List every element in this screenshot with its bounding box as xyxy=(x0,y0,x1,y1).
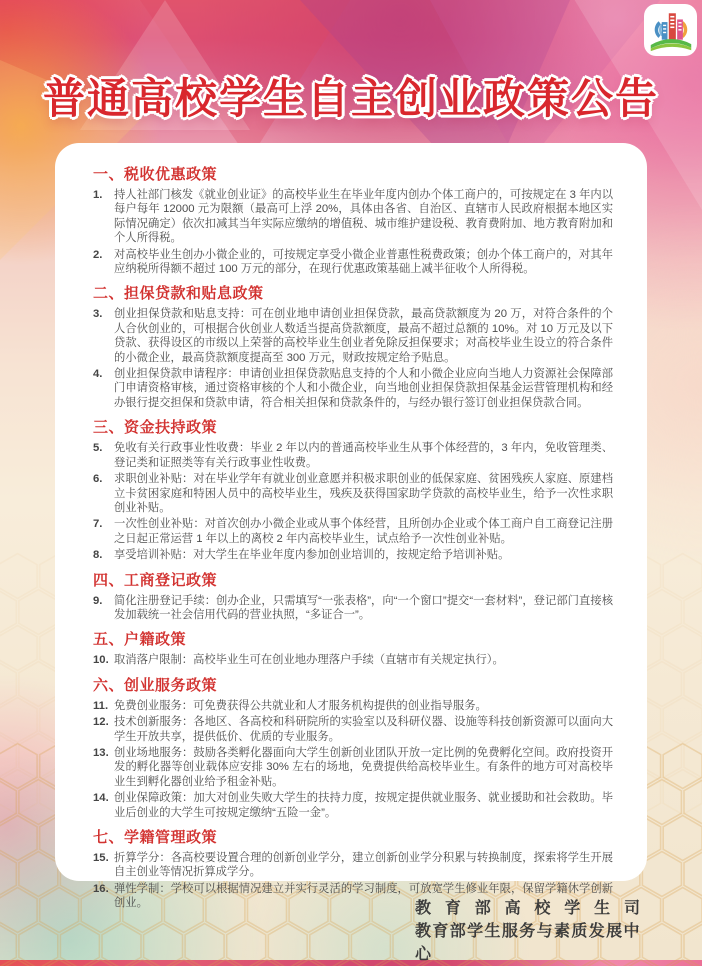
item-number: 9. xyxy=(93,594,110,623)
policy-item xyxy=(93,307,613,365)
policy-item-list xyxy=(93,653,613,667)
logo-badge xyxy=(644,4,697,56)
policy-item-list xyxy=(93,594,613,623)
policy-item xyxy=(93,594,613,623)
item-text: 技术创新服务：各地区、各高校和科研院所的实验室以及科研仪器、设施等科技创新资源可以面向大学生开放共享，提供低价、优质的专业服务。 xyxy=(114,715,613,744)
policy-section xyxy=(93,418,613,562)
footer-issuer-line2: 教育部学生服务与素质发展中心 xyxy=(415,920,640,966)
item-text: 创业保障政策：加大对创业失败大学生的扶持力度，按规定提供就业服务、就业援助和社会救助。毕业后创业的大学生可按规定缴纳“五险一金”。 xyxy=(114,791,613,820)
policy-section xyxy=(93,571,613,623)
item-text: 持人社部门核发《就业创业证》的高校毕业生在毕业年度内创办个体工商户的，可按规定在 3 年内以每户每年 12000 元为限额（最高可上浮 20%，具体由各省、自治区、直辖市人民政府根据本地区实际情况确定）依次扣减其当年实际应缴纳的增值税、城市维护建设税、教育费附加、地方教育附加和个人所得税。 xyxy=(114,188,613,246)
policy-section xyxy=(93,165,613,276)
item-text: 求职创业补贴：对在毕业学年有就业创业意愿并积极求职创业的低保家庭、贫困残疾人家庭、原建档立卡贫困家庭和特困人员中的高校毕业生，残疾及获得国家助学贷款的高校毕业生，给予一次性求职创业补贴。 xyxy=(114,472,613,515)
poster-title: 普通高校学生自主创业政策公告 xyxy=(0,66,702,126)
policy-item xyxy=(93,188,613,246)
item-number: 16. xyxy=(93,882,110,911)
item-number: 14. xyxy=(93,791,110,820)
policy-item xyxy=(93,441,613,470)
item-number: 5. xyxy=(93,441,110,470)
policy-item-list xyxy=(93,307,613,410)
item-text: 对高校毕业生创办小微企业的，可按规定享受小微企业普惠性税费政策；创办个体工商户的，对其年应纳税所得额不超过 100 万元的部分，在现行优惠政策基础上减半征收个人所得税。 xyxy=(114,248,613,277)
item-number: 2. xyxy=(93,248,110,277)
item-text: 创业担保贷款和贴息支持：可在创业地申请创业担保贷款，最高贷款额度为 20 万，对符合条件的个人合伙创业的，可根据合伙创业人数适当提高贷款额度，最高不超过总额的 10%。对 10 万元及以下贷款、获得设区的市级以上荣誉的高校毕业生创业者免除反担保要求；对高校毕业生设立的符合条件的小微企业，最高贷款额度提高至 300 万元，财政按规定给予贴息。 xyxy=(114,307,613,365)
section-heading: 六、创业服务政策 xyxy=(93,676,613,695)
policy-item xyxy=(93,715,613,744)
policy-item-list xyxy=(93,441,613,562)
item-text: 一次性创业补贴：对首次创办小微企业或从事个体经营，且所创办企业或个体工商户自工商登记注册之日起正常运营 1 年以上的离校 2 年内高校毕业生，试点给予一次性创业补贴。 xyxy=(114,517,613,546)
policy-item xyxy=(93,699,613,713)
item-number: 1. xyxy=(93,188,110,246)
section-heading: 五、户籍政策 xyxy=(93,630,613,649)
policy-item xyxy=(93,851,613,880)
item-number: 12. xyxy=(93,715,110,744)
policy-section xyxy=(93,676,613,820)
item-text: 弹性学制：学校可以根据情况建立并实行灵活的学习制度，可放宽学生修业年限，保留学籍休学创新创业。 xyxy=(114,882,613,911)
item-number: 10. xyxy=(93,653,110,667)
policy-item xyxy=(93,653,613,667)
item-number: 15. xyxy=(93,851,110,880)
item-text: 折算学分：各高校要设置合理的创新创业学分，建立创新创业学分积累与转换制度，探索将学生开展自主创业等情况折算成学分。 xyxy=(114,851,613,880)
section-heading: 二、担保贷款和贴息政策 xyxy=(93,284,613,303)
policy-item xyxy=(93,791,613,820)
policy-section xyxy=(93,284,613,410)
policy-item-list xyxy=(93,699,613,820)
policy-item xyxy=(93,472,613,515)
item-number: 7. xyxy=(93,517,110,546)
footer-issuer-line1: 教育部高校学生司 xyxy=(415,897,640,920)
item-text: 免收有关行政事业性收费：毕业 2 年以内的普通高校毕业生从事个体经营的，3 年内，免收管理类、登记类和证照类等有关行政事业性收费。 xyxy=(114,441,613,470)
item-text: 创业场地服务：鼓励各类孵化器面向大学生创新创业团队开放一定比例的免费孵化空间。政府投资开发的孵化器等创业载体应安排 30% 左右的场地，免费提供给高校毕业生。有条件的地方可对高校毕业生到孵化器创业给予租金补贴。 xyxy=(114,746,613,789)
section-heading: 四、工商登记政策 xyxy=(93,571,613,590)
item-number: 3. xyxy=(93,307,110,365)
item-text: 享受培训补贴：对大学生在毕业年度内参加创业培训的，按规定给予培训补贴。 xyxy=(114,548,613,562)
city-wings-logo-icon xyxy=(648,8,694,52)
policy-item-list xyxy=(93,188,613,276)
section-heading: 一、税收优惠政策 xyxy=(93,165,613,184)
policy-item xyxy=(93,746,613,789)
item-number: 4. xyxy=(93,367,110,410)
policy-item xyxy=(93,517,613,546)
item-number: 11. xyxy=(93,699,110,713)
item-text: 简化注册登记手续：创办企业，只需填写“一张表格”，向“一个窗口”提交“一套材料”，登记部门直接核发加载统一社会信用代码的营业执照，“多证合一”。 xyxy=(114,594,613,623)
section-heading: 三、资金扶持政策 xyxy=(93,418,613,437)
item-text: 免费创业服务：可免费获得公共就业和人才服务机构提供的创业指导服务。 xyxy=(114,699,613,713)
section-heading: 七、学籍管理政策 xyxy=(93,828,613,847)
footer-signature xyxy=(415,897,640,966)
item-text: 创业担保贷款申请程序：申请创业担保贷款贴息支持的个人和小微企业应向当地人力资源社会保障部门申请资格审核，通过资格审核的个人和小微企业，向当地创业担保贷款担保基金运营管理机构和经办银行提交担保和贷款申请，符合相关担保和贷款条件的，与经办银行签订创业担保贷款合同。 xyxy=(114,367,613,410)
policy-sections xyxy=(93,165,613,911)
policy-item xyxy=(93,367,613,410)
item-number: 6. xyxy=(93,472,110,515)
policy-item xyxy=(93,548,613,562)
item-number: 13. xyxy=(93,746,110,789)
item-text: 取消落户限制：高校毕业生可在创业地办理落户手续（直辖市有关规定执行）。 xyxy=(114,653,613,667)
policy-content-card xyxy=(55,143,647,881)
policy-section xyxy=(93,630,613,667)
item-number: 8. xyxy=(93,548,110,562)
policy-item xyxy=(93,248,613,277)
